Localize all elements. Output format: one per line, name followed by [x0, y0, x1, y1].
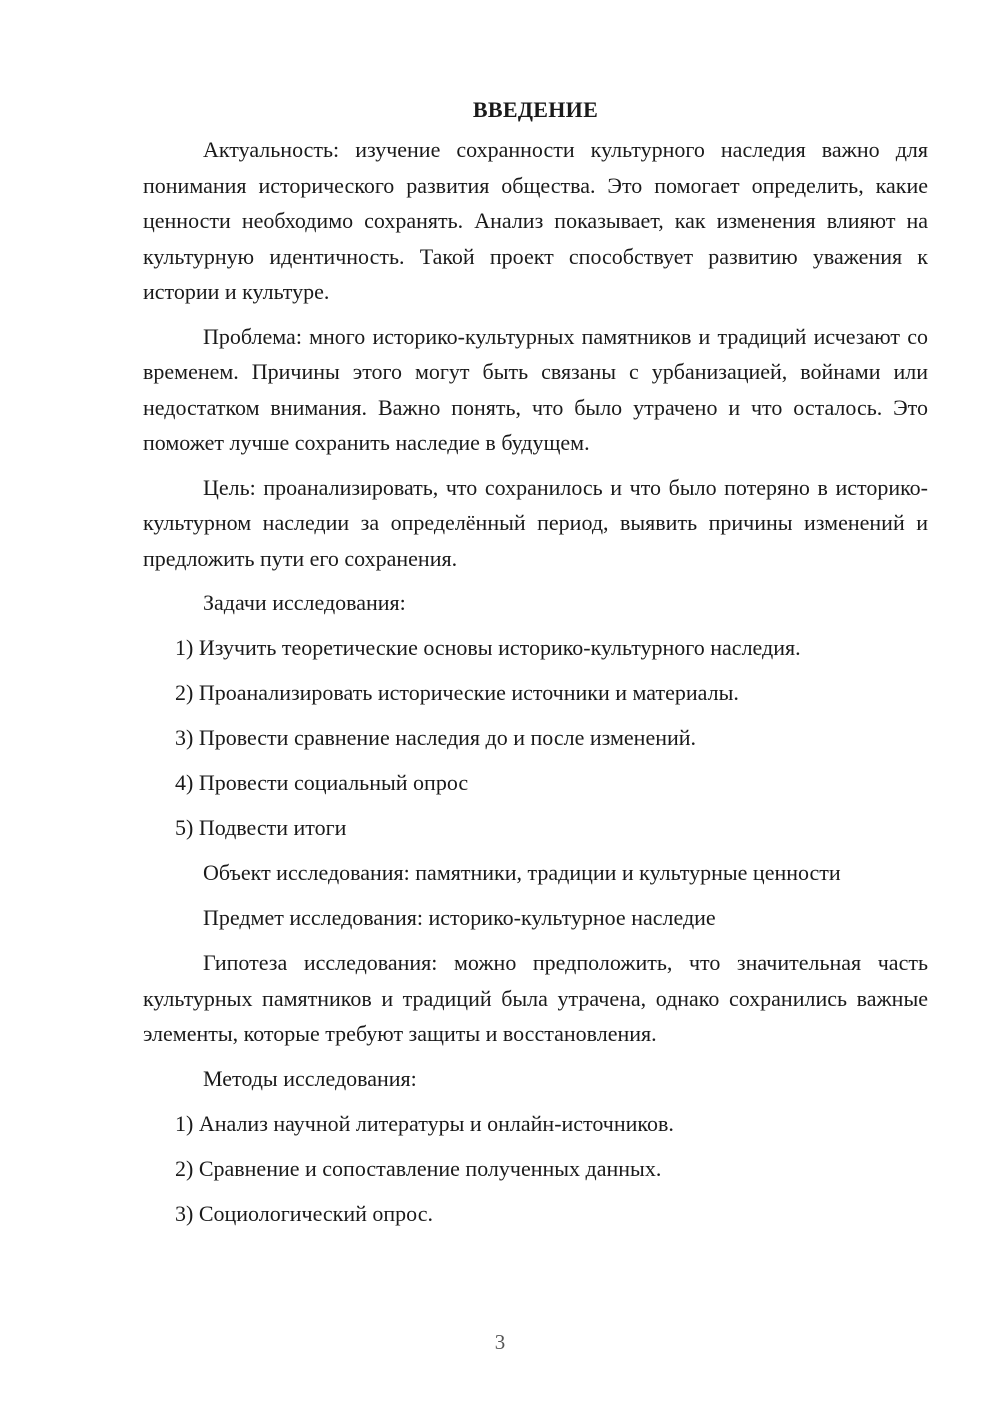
list-item: 4) Провести социальный опрос [175, 770, 469, 795]
tasks-list [143, 630, 928, 846]
list-item: 2) Проанализировать исторические источники и материалы. [175, 680, 739, 705]
relevance-paragraph: Актуальность: изучение сохранности культурного наследия важно для понимания исторического развития общества. Это помогает определить, какие ценности необходимо сохранять. Анализ показывает, как изменения влияют на культурную идентичность. Такой проект способствует развитию уважения к истории и культуре. [143, 137, 928, 304]
methods-list [143, 1106, 928, 1232]
problem-paragraph: Проблема: много историко-культурных памятников и традиций исчезают со временем. Причины этого могут быть связаны с урбанизацией, войнами или недостатком внимания. Важно понять, что было утрачено и что осталось. Это поможет лучше сохранить наследие в будущем. [143, 323, 928, 455]
list-item: 3) Провести сравнение наследия до и после изменений. [175, 725, 697, 750]
list-item: 3) Социологический опрос. [175, 1200, 433, 1226]
list-item: 5) Подвести итоги [175, 815, 347, 840]
page-number: 3 [494, 1330, 506, 1354]
tasks-heading: Задачи исследования: [203, 590, 406, 615]
methods-heading: Методы исследования: [203, 1065, 417, 1091]
goal-paragraph: Цель: проанализировать, что сохранилось и что было потеряно в историко-культурном наследии за определённый период, выявить причины изменений и предложить пути его сохранения. [143, 474, 928, 571]
list-item: 1) Анализ научной литературы и онлайн-источников. [175, 1110, 674, 1136]
hypothesis-paragraph: Гипотеза исследования: можно предположить, что значительная часть культурных памятников и традиций была утрачена, однако сохранились важные элементы, которые требуют защиты и восстановления. [143, 950, 928, 1046]
list-item: 1) Изучить теоретические основы историко-культурного наследия. [175, 635, 801, 660]
research-object: Объект исследования: памятники, традиции и культурные ценности [203, 860, 841, 885]
document-page [143, 92, 928, 1241]
research-subject: Предмет исследования: историко-культурное наследие [203, 905, 716, 930]
list-item: 2) Сравнение и сопоставление полученных данных. [175, 1155, 662, 1181]
page-title: ВВЕДЕНИЕ [472, 97, 599, 122]
